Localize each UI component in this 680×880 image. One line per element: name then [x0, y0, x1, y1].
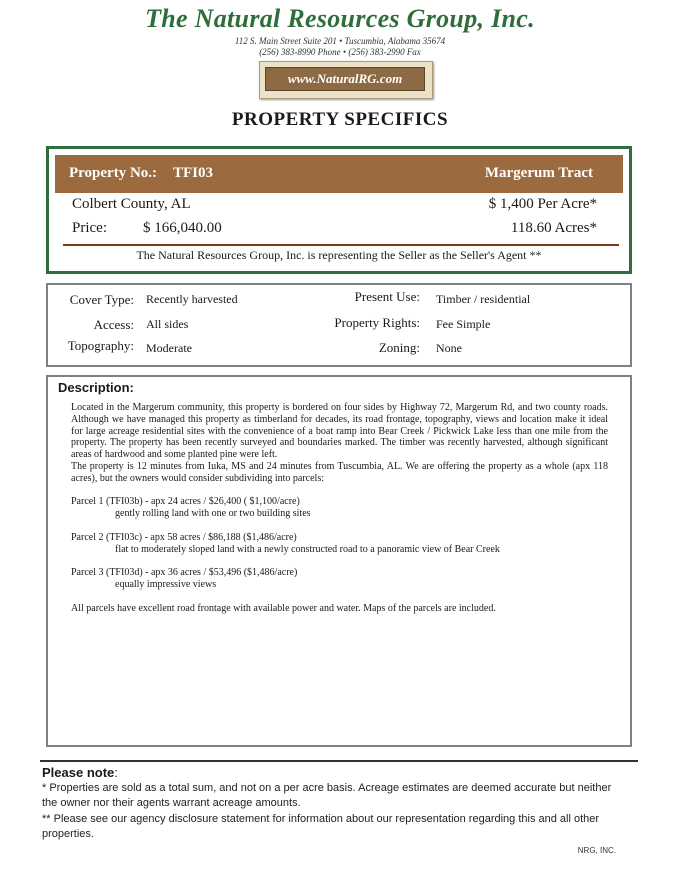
agent-note: The Natural Resources Group, Inc. is representing the Seller as the Seller's Agent **	[136, 248, 542, 262]
page-title: PROPERTY SPECIFICS	[231, 109, 449, 130]
price-per-acre: $ 1,400 Per Acre*	[488, 196, 597, 212]
parcel-detail: flat to moderately sloped land with a newly constructed road to a panoramic view of Bear Creek	[115, 543, 500, 555]
property-number: TFI03	[173, 165, 214, 181]
property-summary-box	[46, 146, 632, 274]
zoning-value: None	[436, 341, 462, 355]
address-line: 112 S. Main Street Suite 201 • Tuscumbia, Alabama 35674	[234, 36, 446, 46]
description-box	[46, 375, 632, 747]
cover-type-label: Cover Type:	[69, 292, 134, 307]
price-label: Price:	[72, 220, 107, 236]
property-number-label: Property No.:	[69, 165, 158, 181]
present-use-value: Timber / residential	[436, 292, 531, 306]
parcel-title: Parcel 1 (TFI03b) - apx 24 acres / $26,400 ( $1,100/acre)	[71, 496, 300, 508]
property-rights-value: Fee Simple	[436, 317, 491, 331]
note-agency: ** Please see our agency disclosure statement for information about our representation regarding this and all other properties.	[42, 813, 600, 840]
note-acreage: * Properties are sold as a total sum, and not on a per acre basis. Acreage estimates are deemed accurate but neither the owner nor their agents warrant acreage amounts.	[42, 782, 612, 809]
website-link[interactable]: www.NaturalRG.com	[265, 67, 425, 91]
parcel-title: Parcel 2 (TFI03c) - apx 58 acres / $86,188 ($1,486/acre)	[71, 531, 297, 543]
website-badge	[259, 61, 433, 99]
county: Colbert County, AL	[72, 196, 191, 212]
company-name: The Natural Resources Group, Inc.	[145, 4, 535, 33]
topography-value: Moderate	[146, 341, 192, 355]
specifications-box	[46, 283, 632, 367]
divider	[40, 760, 638, 762]
access-label: Access:	[93, 317, 134, 332]
parcel-title: Parcel 3 (TFI03d) - apx 36 acres / $53,496 ($1,486/acre)	[71, 567, 298, 579]
contact-line: (256) 383-8990 Phone • (256) 383-2990 Fax	[259, 47, 421, 57]
parcel-detail: equally impressive views	[115, 578, 217, 590]
parcel-detail: gently rolling land with one or two building sites	[115, 508, 311, 520]
tract-name: Margerum Tract	[484, 165, 593, 181]
company-address	[0, 36, 680, 58]
acres: 118.60 Acres*	[510, 220, 597, 236]
description-closing: All parcels have excellent road frontage with available power and water. Maps of the parcels are included.	[71, 602, 496, 614]
description-body	[71, 402, 608, 614]
notes-heading	[42, 765, 118, 780]
cover-type-value: Recently harvested	[146, 292, 238, 306]
zoning-label: Zoning:	[378, 340, 420, 355]
divider	[63, 244, 619, 246]
topography-label: Topography:	[67, 338, 134, 353]
present-use-label: Present Use:	[354, 289, 420, 304]
description-paragraph: The property is 12 minutes from Iuka, MS and 24 minutes from Tuscumbia, AL. We are offering the property as a whole (apx 118 acres), but the owners would consider subdividing into parcels:	[71, 460, 608, 484]
price: $ 166,040.00	[143, 220, 222, 236]
access-value: All sides	[146, 317, 189, 331]
notes-heading-colon: :	[114, 765, 118, 780]
footer-id: NRG, INC.	[577, 846, 616, 855]
description-paragraph: Located in the Margerum community, this property is bordered on four sides by Highway 72, Margerum Rd, and two county roads. Although we have managed this property as timberland for decades, its road frontage, topography, views and location make it ideal for large acreage residential sites with the convenience of a boat ramp into Bear Creek / Pickwick Lake less than one mile from the property. The property has been recently surveyed and boundaries marked. The timber was recently harvested, although significant areas of hardwood and some planted pine were left.	[71, 402, 608, 461]
description-heading: Description:	[58, 380, 134, 395]
property-rights-label: Property Rights:	[334, 315, 420, 330]
notes-heading-text: Please note	[42, 765, 115, 780]
property-header-bar	[55, 155, 623, 193]
